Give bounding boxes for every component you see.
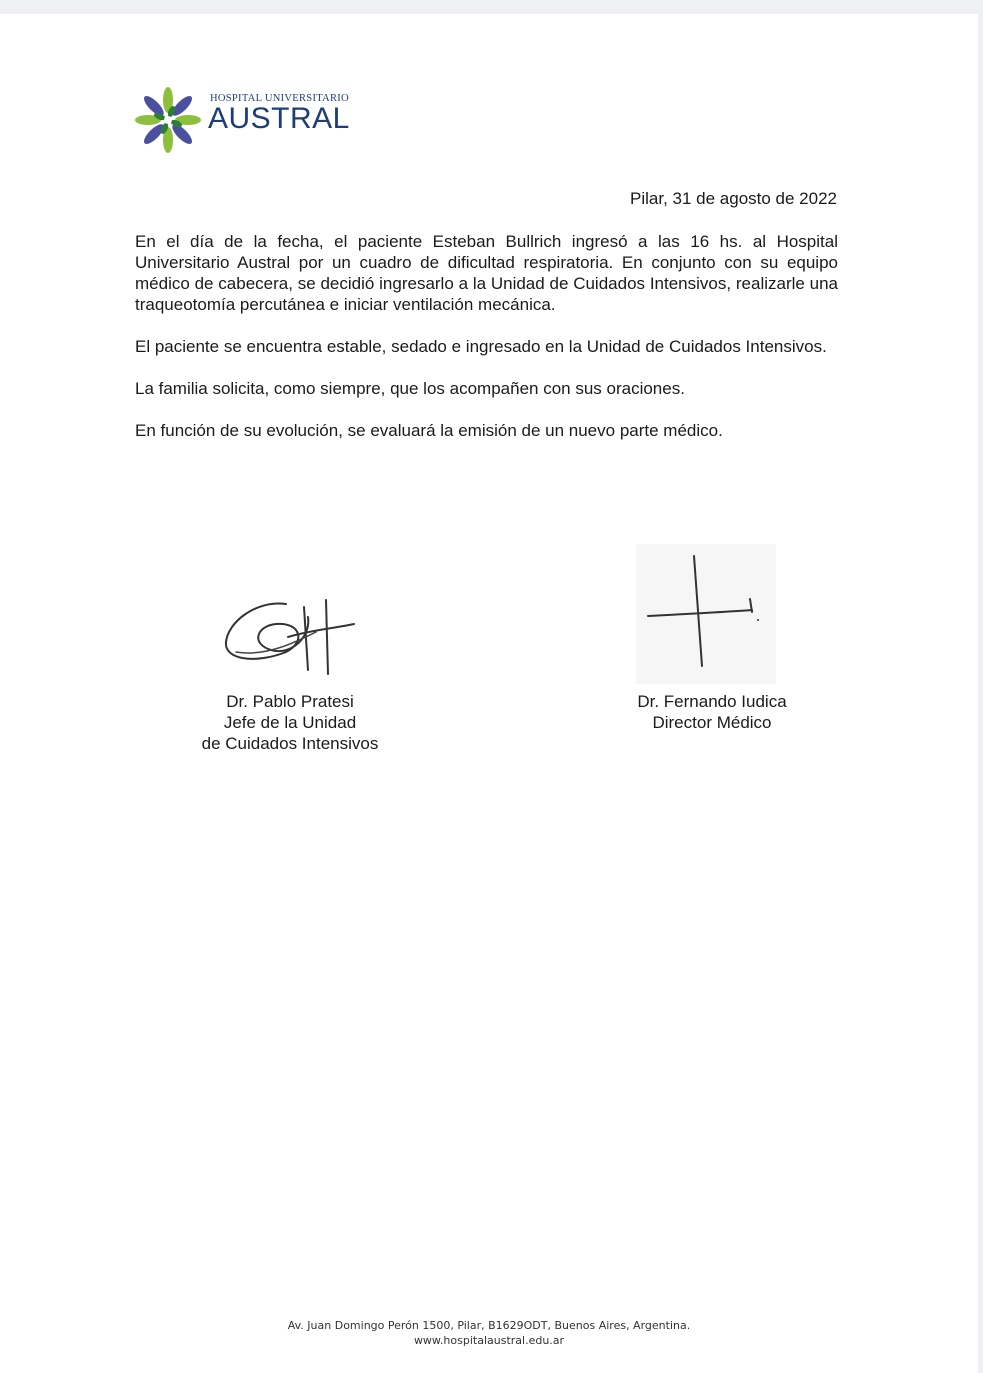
document-footer [0, 1318, 978, 1348]
signer-name: Dr. Pablo Pratesi [226, 692, 354, 711]
signer-name: Dr. Fernando Iudica [637, 692, 787, 711]
signature-iudica-image [636, 544, 776, 684]
signer-title-line2: de Cuidados Intensivos [201, 734, 379, 753]
paragraph-3: La familia solicita, como siempre, que los acompañen con sus oraciones. [135, 379, 685, 398]
signature-block-pratesi [170, 691, 410, 754]
logo-subtitle: HOSPITAL UNIVERSITARIO [210, 93, 349, 104]
signature-block-iudica [592, 691, 832, 733]
paragraph-1: En el día de la fecha, el paciente Esteban Bullrich ingresó a las 16 hs. al Hospital Universitario Austral por un cuadro de dificultad respiratoria. En conjunto con su equipo médico de cabecera, se decidió ingresarlo a la Unidad de Cuidados Intensivos, realizarle una traqueotomía percutánea e iniciar ventilación mecánica. [135, 232, 838, 314]
flower-logo-icon [132, 84, 204, 156]
footer-address: Av. Juan Domingo Perón 1500, Pilar, B1629ODT, Buenos Aires, Argentina. [287, 1319, 691, 1332]
signer-title: Jefe de la Unidad [223, 713, 357, 732]
signature-pratesi-image [216, 582, 366, 682]
paragraph-2: El paciente se encuentra estable, sedado e ingresado en la Unidad de Cuidados Intensivos. [135, 337, 827, 356]
paragraph-4: En función de su evolución, se evaluará la emisión de un nuevo parte médico. [135, 421, 723, 440]
document-page [0, 14, 978, 1373]
document-date: Pilar, 31 de agosto de 2022 [630, 189, 837, 208]
hospital-logo [132, 84, 372, 156]
document-body [135, 231, 838, 462]
logo-title: AUSTRAL [208, 102, 350, 135]
signer-title: Director Médico [652, 713, 772, 732]
footer-website: www.hospitalaustral.edu.ar [413, 1334, 565, 1347]
